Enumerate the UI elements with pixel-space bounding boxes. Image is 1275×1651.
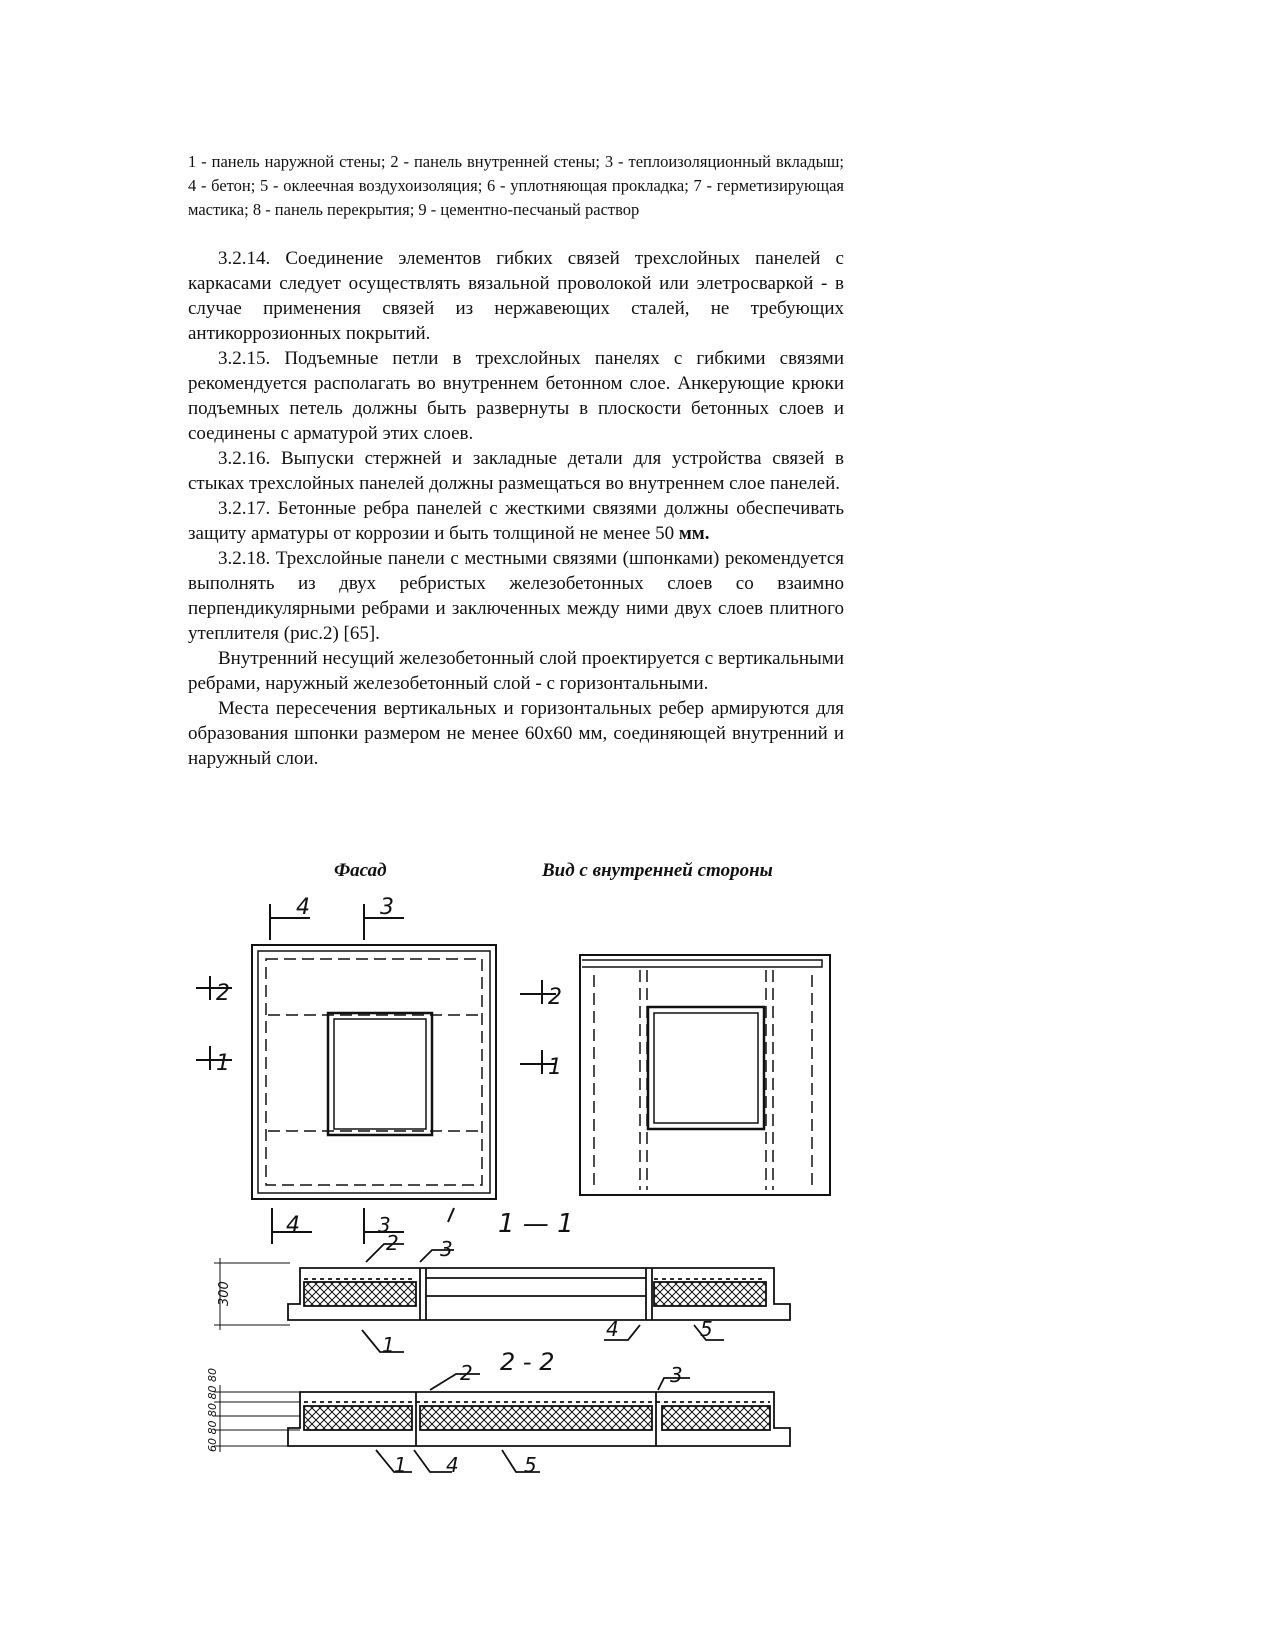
paragraph-3-2-17-unit: мм. — [678, 523, 710, 544]
paragraph-inner-layer: Внутренний несущий железобетонный слой проектируется с вертикальными ребрами, наружный железобетонный слой - с горизонтальными. — [188, 648, 844, 694]
label-4-bottom: 4 — [286, 1213, 300, 1238]
label-3-bottom: 3 — [378, 1213, 391, 1237]
section-2-2 — [214, 1374, 790, 1472]
label-1-right: 1 — [548, 1055, 562, 1080]
label-1-s2: 1 — [394, 1453, 407, 1477]
paragraph-3-2-14: 3.2.14. Соединение элементов гибких связей трехслойных панелей с каркасами следует осуществлять вязальной проволокой или элетросваркой - в случае применения связей из нержавеющих сталей, не требующих антикоррозионных покрытий. — [188, 248, 844, 344]
label-5-s1: 5 — [700, 1317, 713, 1341]
drawing-labels — [206, 895, 713, 1477]
label-4-s2: 4 — [446, 1453, 459, 1477]
paragraph-3-2-15: 3.2.15. Подъемные петли в трехслойных панелях с гибкими связями рекомендуется располагать во внутреннем бетонном слое. Анкерующие крюки подъемных петель должны быть развернуты в плоскости бетонных слоев и соединены с арматурой этих слоев. — [188, 348, 844, 444]
label-4-top: 4 — [296, 895, 310, 920]
label-1-left: 1 — [216, 1051, 230, 1076]
label-3-top: 3 — [380, 895, 394, 920]
label-3-s2: 3 — [670, 1363, 683, 1387]
facade-view — [252, 945, 496, 1199]
label-2-s1: 2 — [386, 1231, 399, 1255]
section-title-2-2: 2 - 2 — [500, 1348, 555, 1376]
label-2-s2: 2 — [460, 1361, 473, 1385]
figure-title-inner-view: Вид с внутренней стороны — [542, 860, 773, 881]
dimension-stack: 60 80 80 80 80 — [206, 1368, 219, 1452]
label-1-s1: 1 — [382, 1333, 395, 1357]
label-5-s2: 5 — [524, 1453, 537, 1477]
paragraph-3-2-16: 3.2.16. Выпуски стержней и закладные детали для устройства связей в стыках трехслойных панелей должны размещаться во внутреннем слое панелей. — [188, 448, 844, 494]
paragraph-intersections: Места пересечения вертикальных и горизонтальных ребер армируются для образования шпонки размером не менее 60х60 мм, соединяющей внутренний и наружный слои. — [188, 698, 844, 769]
label-4-s1: 4 — [606, 1317, 619, 1341]
section-title-1-1: 1 — 1 — [498, 1209, 574, 1239]
paragraph-3-2-18: 3.2.18. Трехслойные панели с местными связями (шпонками) рекомендуется выполнять из двух ребристых железобетонных слоев со взаимно перпендикулярными ребрами и заключенных между ними двух слоев плитного утеплителя (рис.2) [65]. — [188, 548, 844, 644]
figure-title-facade: Фасад — [334, 860, 387, 881]
label-2-right: 2 — [548, 985, 562, 1010]
dimension-300: 300 — [217, 1281, 232, 1306]
paragraph-3-2-17-text: 3.2.17. Бетонные ребра панелей с жесткими связями должны обеспечивать защиту арматуры от коррозии и быть толщиной не менее 50 — [188, 498, 844, 544]
figure-caption: 1 - панель наружной стены; 2 - панель внутренней стены; 3 - теплоизоляционный вкладыш; 4 - бетон; 5 - оклеечная воздухоизоляция; 6 - уплотняющая прокладка; 7 - герметизирующая мастика; 8 - панель перекрытия; 9 - цементно-песчаный раствор — [188, 152, 844, 219]
label-3-s1: 3 — [440, 1237, 453, 1261]
label-2-left: 2 — [216, 981, 230, 1006]
inner-view — [580, 955, 830, 1195]
